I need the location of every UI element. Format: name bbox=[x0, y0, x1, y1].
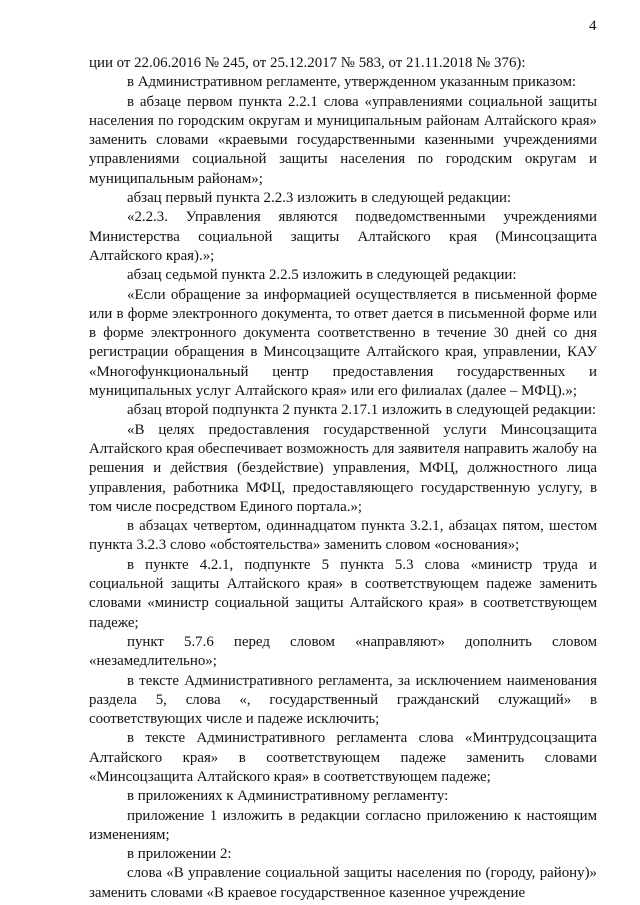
paragraph: «2.2.3. Управления являются подведомственными учреждениями Министерства социальной защиты Алтайского края (Минсоцзащита Алтайского края).»; bbox=[89, 209, 597, 264]
paragraph: в тексте Административного регламента слова «Минтрудсоцзащита Алтайского края» в соответствующем падеже заменить словами «Минсоцзащита Алтайского края» в соответствующем падеже; bbox=[89, 730, 597, 785]
paragraph: в приложении 2: bbox=[127, 846, 232, 863]
paragraph: абзац первый пункта 2.2.3 изложить в следующей редакции: bbox=[127, 190, 512, 207]
paragraph: в абзаце первом пункта 2.2.1 слова «управлениями социальной защиты населения по городским округам и муниципальным районам Алтайского края» заменить словами «краевыми государственными казенными учреждениями управлениями социальной защиты населения по городским округам и муниципальным районам»; bbox=[89, 93, 597, 187]
paragraph: в тексте Административного регламента, за исключением наименования раздела 5, слова «, государственный гражданский служащий» в соответствующих числе и падеже исключить; bbox=[89, 672, 597, 728]
document-text bbox=[89, 54, 597, 903]
paragraph: «В целях предоставления государственной услуги Минсоцзащита Алтайского края обеспечивает возможность для заявителя направить жалобу на решения и действия (бездействие) управления, МФЦ, должностного лица управления, работника МФЦ, предоставляющего государственную услугу, в том числе посредством Единого портала.»; bbox=[89, 421, 597, 515]
paragraph: в абзацах четвертом, одиннадцатом пункта 3.2.1, абзацах пятом, шестом пункта 3.2.3 слово «обстоятельства» заменить словом «основания»; bbox=[89, 518, 597, 554]
paragraph: абзац второй подпункта 2 пункта 2.17.1 изложить в следующей редакции: bbox=[127, 402, 597, 419]
paragraph: «Если обращение за информацией осуществляется в письменной форме или в форме электронного документа, то ответ дается в письменной форме или в форме электронного документа соответственно в течение 30 дней со дня регистрации обращения в Минсоцзащите Алтайского края, управлении, КАУ «Многофункциональный центр предоставления государственных и муниципальных услуг Алтайского края» или его филиалах (далее – МФЦ).»; bbox=[89, 286, 597, 400]
paragraph: абзац седьмой пункта 2.2.5 изложить в следующей редакции: bbox=[127, 267, 517, 284]
paragraph: приложение 1 изложить в редакции согласно приложению к настоящим изменениям; bbox=[89, 807, 597, 843]
page-number: 4 bbox=[589, 18, 597, 34]
paragraph: пункт 5.7.6 перед словом «направляют» дополнить словом «незамедлительно»; bbox=[89, 633, 597, 670]
paragraph: слова «В управление социальной защиты населения по (городу, району)» заменить словами «В краевое государственное казенное учреждение bbox=[89, 865, 597, 901]
paragraph: в Административном регламенте, утвержденном указанным приказом: bbox=[127, 74, 577, 91]
paragraph: в приложениях к Административному регламенту: bbox=[127, 788, 449, 805]
paragraph: в пункте 4.2.1, подпункте 5 пункта 5.3 слова «министр труда и социальной защиты Алтайского края» в соответствующем падеже заменить словами «министр социальной защиты Алтайского края» в соответствующем падеже; bbox=[89, 556, 597, 631]
paragraph-continuation: ции от 22.06.2016 № 245, от 25.12.2017 № 583, от 21.11.2018 № 376): bbox=[89, 55, 526, 71]
